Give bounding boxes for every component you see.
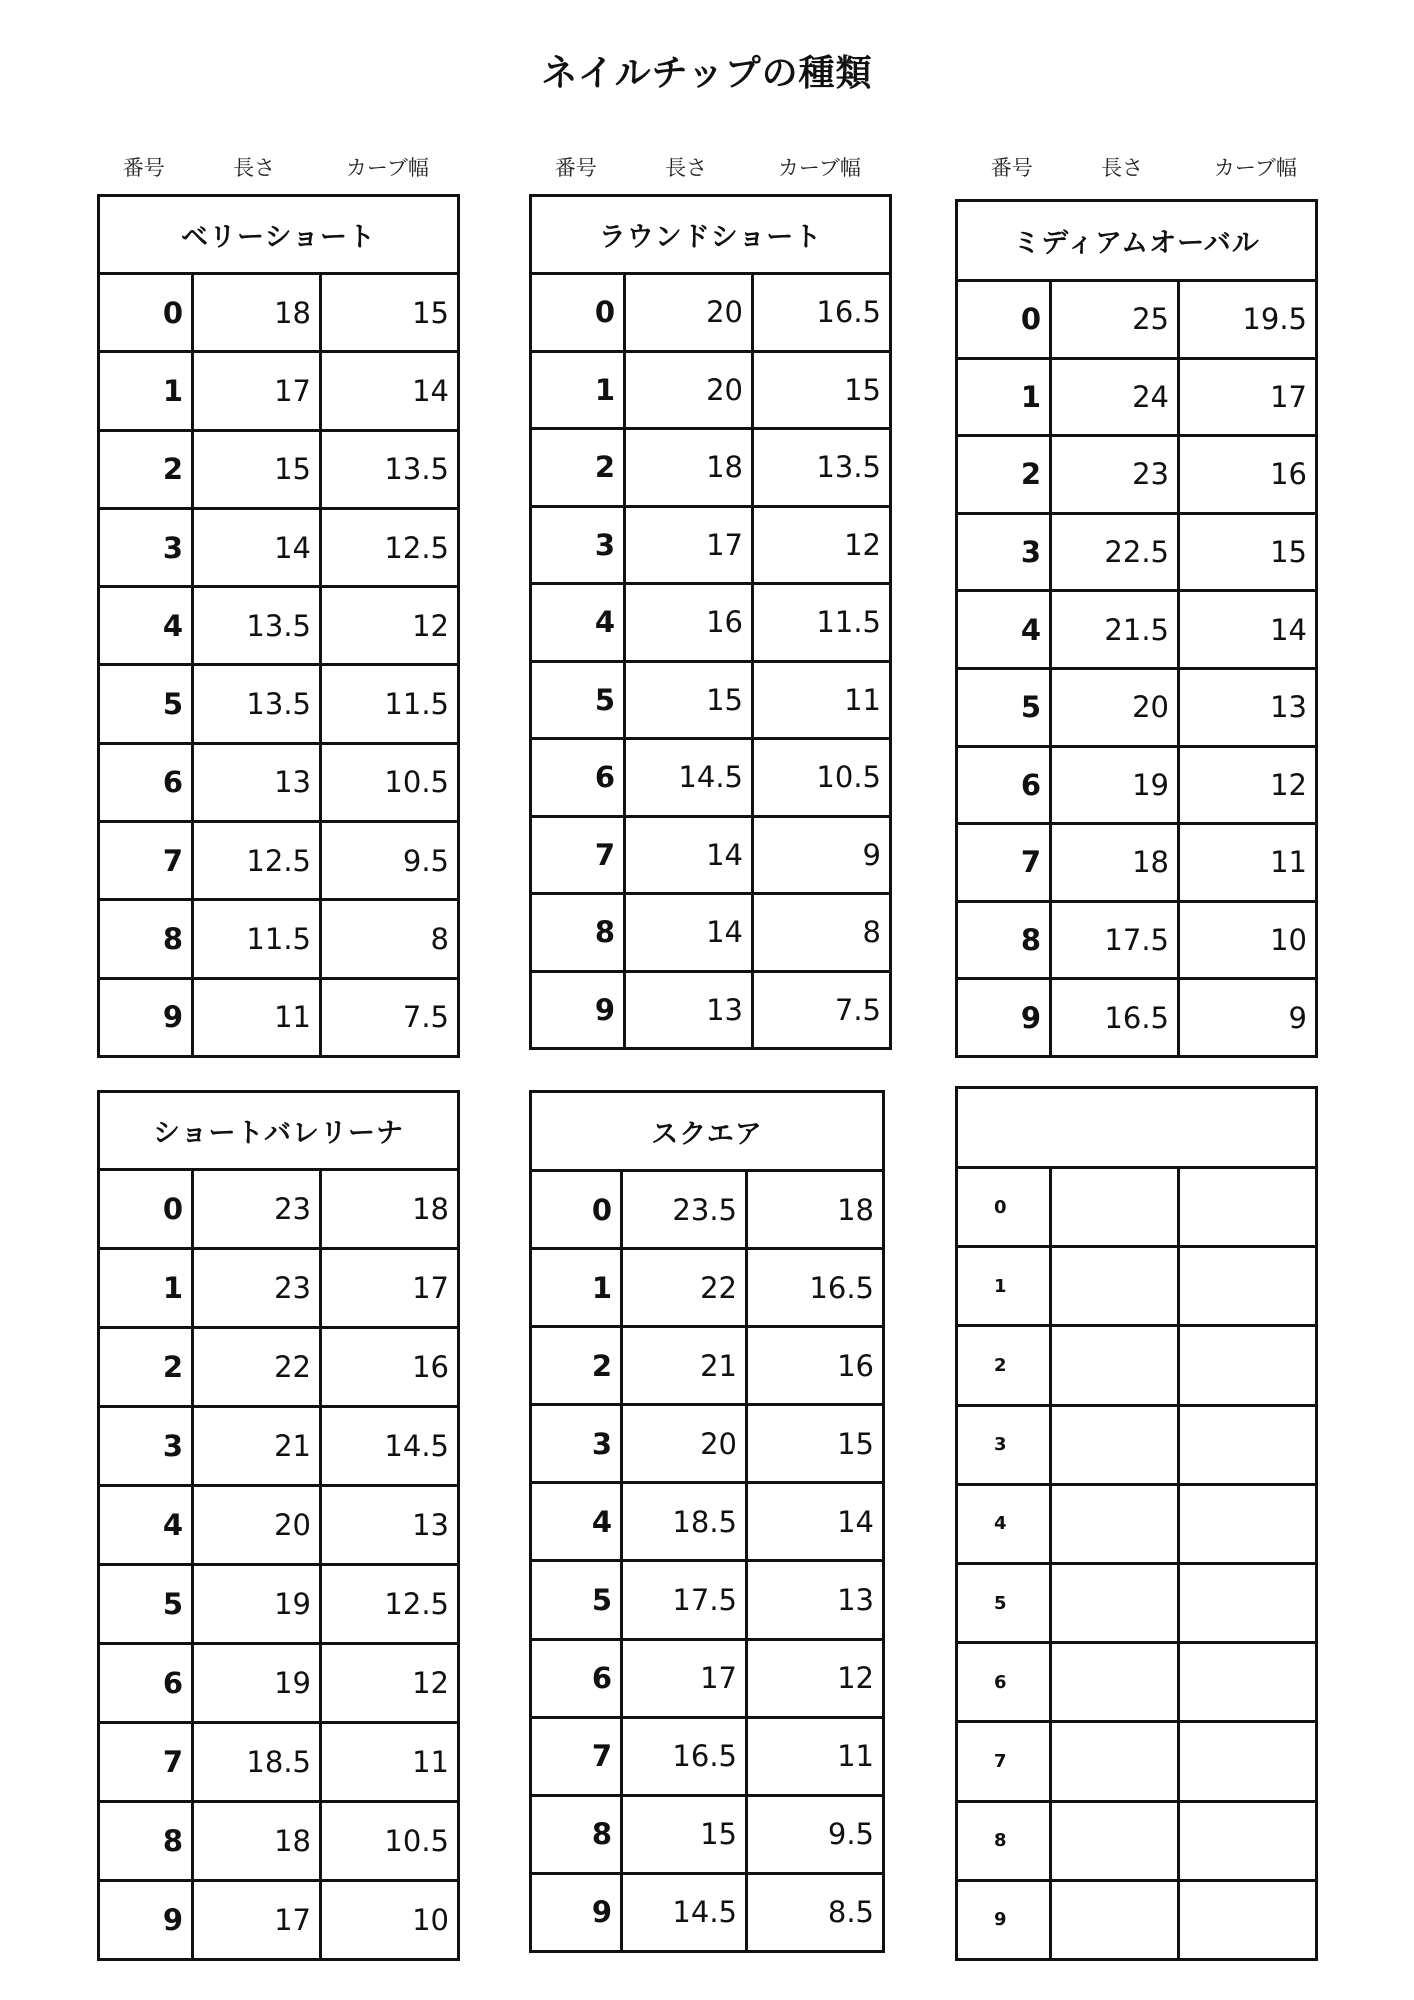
row-number: 5 [532, 1562, 623, 1637]
table-row [532, 1250, 882, 1328]
header-length: 長さ [233, 156, 276, 180]
row-curve-width [1180, 1882, 1315, 1958]
row-length [1052, 1248, 1180, 1324]
header-length: 長さ [1101, 156, 1144, 180]
table-row [100, 980, 457, 1055]
row-number: 0 [532, 1172, 623, 1247]
table-row [958, 670, 1315, 748]
row-length: 17.5 [1052, 903, 1180, 978]
row-curve-width: 15 [844, 372, 881, 407]
table-row [532, 585, 889, 663]
row-length [1052, 1644, 1180, 1720]
table-row [100, 823, 457, 901]
table-row [100, 510, 457, 588]
row-curve-width: 15 [1270, 535, 1307, 570]
row-length: 17 [623, 1641, 748, 1716]
row-number: 2 [100, 432, 194, 507]
row-number: 0 [958, 1169, 1052, 1245]
table-title: ベリーショート [100, 197, 457, 275]
table-row [100, 1329, 457, 1408]
header-curve-width: カーブ幅 [777, 156, 861, 180]
row-curve-width: 12.5 [384, 1587, 449, 1621]
row-curve-width [1180, 1327, 1315, 1403]
row-length: 17.5 [623, 1562, 748, 1637]
row-number: 7 [532, 818, 626, 893]
row-curve-width: 14 [412, 373, 449, 408]
table-row [100, 1487, 457, 1566]
row-number: 4 [100, 588, 194, 663]
row-curve-width: 12.5 [384, 530, 449, 565]
row-length: 17 [626, 508, 754, 583]
row-length [1052, 1407, 1180, 1483]
table-row [100, 1645, 457, 1724]
row-number: 6 [958, 1644, 1052, 1720]
row-length: 22.5 [1052, 515, 1180, 590]
row-curve-width: 14 [837, 1504, 874, 1539]
header-length: 長さ [665, 156, 708, 180]
row-length: 18 [1052, 825, 1180, 900]
table-row [958, 748, 1315, 826]
table-row [958, 592, 1315, 670]
column-headers-right [965, 152, 1325, 182]
row-curve-width: 17 [412, 1271, 449, 1305]
row-length [1052, 1169, 1180, 1245]
row-curve-width: 12 [844, 527, 881, 562]
table-row [958, 1723, 1315, 1802]
table-row [532, 1641, 882, 1719]
row-curve-width: 11.5 [816, 605, 881, 640]
row-length: 20 [623, 1406, 748, 1481]
row-curve-width: 8 [862, 915, 881, 950]
column-headers-left [97, 152, 457, 182]
row-number: 4 [100, 1487, 194, 1563]
row-curve-width: 15 [837, 1426, 874, 1461]
table-row [532, 1562, 882, 1640]
row-number: 5 [100, 1566, 194, 1642]
row-length: 20 [626, 275, 754, 350]
table-row [532, 1484, 882, 1562]
table-row [100, 1803, 457, 1882]
row-curve-width [1180, 1407, 1315, 1483]
table-rows [958, 1169, 1315, 1958]
row-curve-width: 8.5 [827, 1895, 874, 1930]
table-row [958, 1882, 1315, 1958]
row-length: 14.5 [626, 740, 754, 815]
row-length: 18.5 [194, 1724, 322, 1800]
row-number: 4 [958, 592, 1052, 667]
row-curve-width: 9 [1288, 1000, 1307, 1035]
row-length: 24 [1052, 360, 1180, 435]
table-short-ballerina [97, 1090, 460, 1961]
table-rows [532, 1172, 882, 1950]
row-curve-width: 10 [1270, 923, 1307, 958]
row-curve-width: 11.5 [384, 687, 449, 722]
header-curve-width: カーブ幅 [1213, 156, 1297, 180]
row-length: 16.5 [623, 1719, 748, 1794]
row-number: 3 [100, 510, 194, 585]
row-curve-width: 9 [862, 837, 881, 872]
table-row [532, 1328, 882, 1406]
table-row [532, 1406, 882, 1484]
table-rows [532, 275, 889, 1047]
row-curve-width: 15 [412, 295, 449, 330]
row-curve-width: 18 [837, 1192, 874, 1227]
table-row [532, 1797, 882, 1875]
table-row [100, 1171, 457, 1250]
table-row [100, 275, 457, 353]
row-number: 5 [958, 670, 1052, 745]
header-number: 番号 [554, 156, 597, 180]
table-row [100, 1250, 457, 1329]
table-row [958, 1327, 1315, 1406]
table-row [958, 1803, 1315, 1882]
row-curve-width: 7.5 [834, 992, 881, 1027]
row-curve-width: 13.5 [384, 452, 449, 487]
table-row [100, 353, 457, 431]
row-number: 2 [532, 1328, 623, 1403]
table-row [100, 1566, 457, 1645]
row-curve-width: 13 [837, 1583, 874, 1618]
row-number: 9 [532, 1875, 623, 1950]
row-curve-width: 19.5 [1242, 302, 1307, 337]
row-curve-width: 16 [837, 1348, 874, 1383]
row-number: 9 [100, 980, 194, 1055]
table-row [532, 663, 889, 741]
row-length: 22 [623, 1250, 748, 1325]
row-number: 8 [100, 901, 194, 976]
row-curve-width: 16.5 [816, 295, 881, 330]
row-length: 13.5 [194, 588, 322, 663]
header-curve-width: カーブ幅 [345, 156, 429, 180]
row-number: 3 [532, 508, 626, 583]
row-number: 1 [958, 1248, 1052, 1324]
table-row [958, 515, 1315, 593]
row-curve-width: 10.5 [384, 1824, 449, 1858]
table-row [532, 973, 889, 1048]
table-title [958, 1089, 1315, 1169]
row-curve-width: 18 [412, 1192, 449, 1226]
row-length: 17 [194, 1882, 322, 1958]
table-rows [100, 1171, 457, 1958]
row-number: 9 [100, 1882, 194, 1958]
row-length: 23 [194, 1171, 322, 1247]
row-number: 6 [532, 740, 626, 815]
table-row [532, 430, 889, 508]
row-number: 7 [958, 825, 1052, 900]
row-length: 18.5 [623, 1484, 748, 1559]
table-row [532, 508, 889, 586]
row-number: 2 [958, 1327, 1052, 1403]
row-length: 15 [194, 432, 322, 507]
row-number: 4 [532, 585, 626, 660]
table-title: ショートバレリーナ [100, 1093, 457, 1171]
row-curve-width [1180, 1565, 1315, 1641]
row-length: 12.5 [194, 823, 322, 898]
table-row [958, 1407, 1315, 1486]
row-length [1052, 1327, 1180, 1403]
row-curve-width: 14.5 [384, 1429, 449, 1463]
table-row [958, 437, 1315, 515]
table-square [529, 1090, 885, 1953]
row-curve-width: 11 [837, 1739, 874, 1774]
row-number: 8 [958, 903, 1052, 978]
table-row [958, 282, 1315, 360]
row-number: 4 [958, 1486, 1052, 1562]
row-curve-width: 12 [412, 608, 449, 643]
row-number: 7 [532, 1719, 623, 1794]
row-length: 11.5 [194, 901, 322, 976]
table-row [958, 1644, 1315, 1723]
row-number: 1 [532, 1250, 623, 1325]
table-row [532, 1875, 882, 1950]
row-length: 14 [626, 895, 754, 970]
row-length: 23 [194, 1250, 322, 1326]
row-number: 1 [100, 353, 194, 428]
row-curve-width: 11 [412, 1745, 449, 1779]
row-number: 6 [100, 745, 194, 820]
table-row [958, 1169, 1315, 1248]
row-number: 3 [958, 515, 1052, 590]
table-row [958, 903, 1315, 981]
row-length: 15 [623, 1797, 748, 1872]
row-length: 13.5 [194, 666, 322, 741]
row-number: 3 [532, 1406, 623, 1481]
row-number: 8 [100, 1803, 194, 1879]
row-length: 18 [626, 430, 754, 505]
table-row [100, 901, 457, 979]
row-length [1052, 1882, 1180, 1958]
row-curve-width [1180, 1169, 1315, 1245]
row-number: 5 [532, 663, 626, 738]
row-curve-width: 10 [412, 1903, 449, 1937]
row-number: 8 [532, 895, 626, 970]
row-curve-width: 9.5 [402, 843, 449, 878]
row-curve-width: 11 [1270, 845, 1307, 880]
table-row [100, 588, 457, 666]
row-length: 15 [626, 663, 754, 738]
row-curve-width: 13 [1270, 690, 1307, 725]
column-headers-middle [529, 152, 889, 182]
row-number: 2 [100, 1329, 194, 1405]
row-length: 20 [1052, 670, 1180, 745]
table-very-short [97, 194, 460, 1058]
row-length: 13 [626, 973, 754, 1048]
row-curve-width: 10.5 [384, 765, 449, 800]
row-length: 19 [194, 1566, 322, 1642]
table-row [532, 740, 889, 818]
row-number: 9 [532, 973, 626, 1048]
row-length: 14 [194, 510, 322, 585]
table-row [100, 666, 457, 744]
row-curve-width: 9.5 [827, 1817, 874, 1852]
row-number: 1 [958, 360, 1052, 435]
table-row [532, 895, 889, 973]
table-row [100, 1882, 457, 1958]
table-row [958, 980, 1315, 1055]
row-number: 3 [100, 1408, 194, 1484]
row-length: 11 [194, 980, 322, 1055]
row-curve-width: 16 [1270, 457, 1307, 492]
row-number: 6 [958, 748, 1052, 823]
row-number: 7 [100, 1724, 194, 1800]
table-row [532, 353, 889, 431]
row-length: 16.5 [1052, 980, 1180, 1055]
row-length: 22 [194, 1329, 322, 1405]
row-length: 13 [194, 745, 322, 820]
table-title: スクエア [532, 1093, 882, 1172]
table-title: ラウンドショート [532, 197, 889, 275]
row-number: 5 [100, 666, 194, 741]
row-length: 23 [1052, 437, 1180, 512]
row-curve-width: 13 [412, 1508, 449, 1542]
row-length: 19 [194, 1645, 322, 1721]
row-length [1052, 1803, 1180, 1879]
row-length: 18 [194, 1803, 322, 1879]
table-blank-template [955, 1086, 1318, 1961]
row-curve-width: 7.5 [402, 1000, 449, 1035]
table-round-short [529, 194, 892, 1050]
page-title: ネイルチップの種類 [541, 53, 873, 94]
row-length [1052, 1723, 1180, 1799]
row-number: 3 [958, 1407, 1052, 1483]
header-number: 番号 [122, 156, 165, 180]
row-number: 8 [532, 1797, 623, 1872]
row-length: 20 [626, 353, 754, 428]
row-curve-width [1180, 1486, 1315, 1562]
row-length: 19 [1052, 748, 1180, 823]
row-length: 23.5 [623, 1172, 748, 1247]
row-number: 5 [958, 1565, 1052, 1641]
row-length: 20 [194, 1487, 322, 1563]
row-number: 6 [532, 1641, 623, 1716]
row-curve-width [1180, 1723, 1315, 1799]
row-number: 1 [100, 1250, 194, 1326]
row-number: 1 [532, 353, 626, 428]
row-curve-width: 10.5 [816, 760, 881, 795]
row-number: 0 [100, 275, 194, 350]
row-number: 6 [100, 1645, 194, 1721]
row-number: 0 [532, 275, 626, 350]
row-number: 8 [958, 1803, 1052, 1879]
header-number: 番号 [990, 156, 1033, 180]
row-number: 9 [958, 1882, 1052, 1958]
table-row [100, 745, 457, 823]
row-number: 4 [532, 1484, 623, 1559]
row-length [1052, 1486, 1180, 1562]
row-curve-width: 12 [412, 1666, 449, 1700]
row-number: 0 [100, 1171, 194, 1247]
row-curve-width: 12 [837, 1661, 874, 1696]
row-length: 17 [194, 353, 322, 428]
table-row [100, 1408, 457, 1487]
row-curve-width: 17 [1270, 379, 1307, 414]
row-curve-width [1180, 1803, 1315, 1879]
table-row [532, 1719, 882, 1797]
row-length: 21 [623, 1328, 748, 1403]
row-curve-width: 8 [430, 922, 449, 957]
row-number: 7 [958, 1723, 1052, 1799]
table-medium-oval [955, 199, 1318, 1058]
table-row [100, 432, 457, 510]
row-curve-width: 11 [844, 682, 881, 717]
table-row [958, 1486, 1315, 1565]
row-curve-width: 16 [412, 1350, 449, 1384]
row-length [1052, 1565, 1180, 1641]
row-curve-width: 16.5 [809, 1270, 874, 1305]
row-length: 25 [1052, 282, 1180, 357]
table-row [532, 275, 889, 353]
row-number: 7 [100, 823, 194, 898]
table-row [532, 1172, 882, 1250]
table-row [958, 1565, 1315, 1644]
row-number: 2 [532, 430, 626, 505]
row-number: 0 [958, 282, 1052, 357]
row-curve-width [1180, 1248, 1315, 1324]
table-title: ミディアムオーバル [958, 202, 1315, 282]
table-row [100, 1724, 457, 1803]
row-length: 14.5 [623, 1875, 748, 1950]
row-length: 21 [194, 1408, 322, 1484]
table-row [958, 825, 1315, 903]
table-row [532, 818, 889, 896]
table-row [958, 1248, 1315, 1327]
row-number: 2 [958, 437, 1052, 512]
row-curve-width [1180, 1644, 1315, 1720]
row-length: 14 [626, 818, 754, 893]
row-length: 18 [194, 275, 322, 350]
table-row [958, 360, 1315, 438]
row-curve-width: 12 [1270, 767, 1307, 802]
table-rows [958, 282, 1315, 1055]
table-rows [100, 275, 457, 1055]
row-length: 16 [626, 585, 754, 660]
row-curve-width: 14 [1270, 612, 1307, 647]
row-number: 9 [958, 980, 1052, 1055]
row-curve-width: 13.5 [816, 450, 881, 485]
row-length: 21.5 [1052, 592, 1180, 667]
